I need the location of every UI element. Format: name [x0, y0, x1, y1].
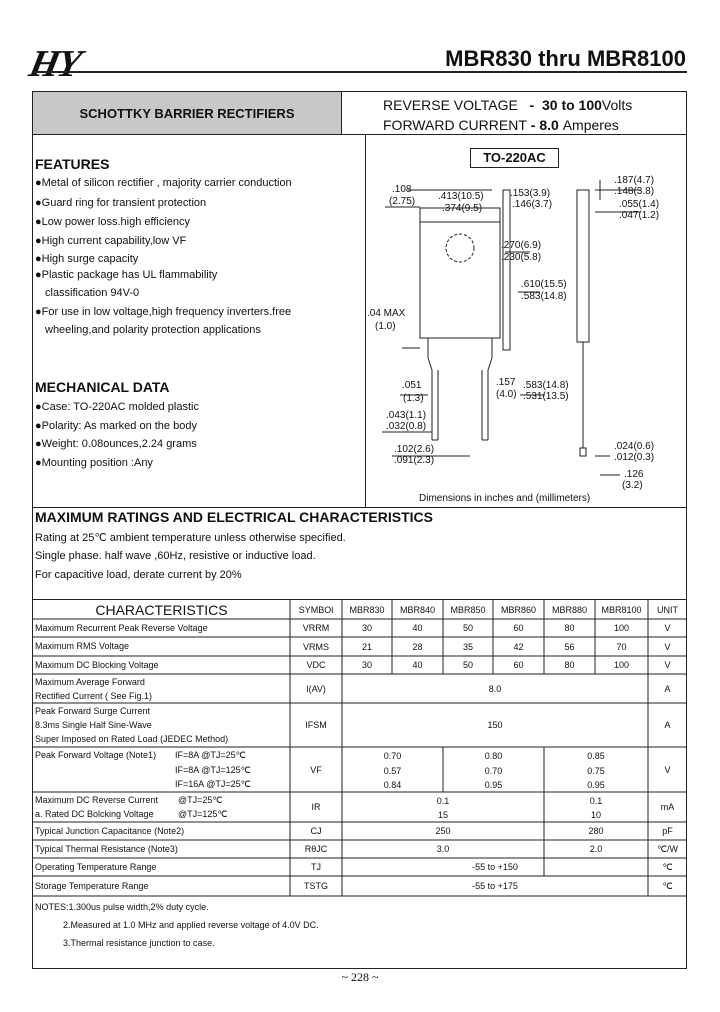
column-header: CHARACTERISTICS: [95, 602, 228, 618]
dim-label: .157: [496, 377, 516, 388]
column-header: MBR8100: [601, 605, 642, 615]
row-condition: IF=16A @TJ=25℃: [175, 779, 251, 789]
row-symbol: RθJC: [304, 844, 328, 854]
dim-label: (3.2): [622, 480, 643, 491]
table-cell: 50: [462, 660, 473, 670]
column-header: MBR880: [551, 605, 587, 615]
row-symbol: VF: [310, 764, 322, 775]
row-condition: IF=8A @TJ=25℃: [175, 750, 246, 760]
dim-label: .187(4.7): [614, 175, 655, 186]
row-label: Maximum RMS Voltage: [35, 641, 130, 651]
mechanical-heading: MECHANICAL DATA: [35, 379, 170, 395]
package-name: TO-220AC: [470, 148, 559, 168]
dim-label: .270(6.9): [501, 240, 542, 251]
footnote: 2.Measured at 1.0 MHz and applied reverse voltage of 4.0V DC.: [63, 920, 319, 930]
table-cell: 0.95: [587, 779, 605, 790]
row-symbol: VRRM: [302, 623, 330, 633]
table-cell: 3.0: [436, 844, 450, 854]
document-title: MBR830 thru MBR8100: [445, 46, 686, 71]
dim-label: .102(2.6): [394, 444, 435, 455]
table-cell: 80: [564, 660, 575, 670]
dim-label: .153(3.9): [510, 188, 551, 199]
rating-condition: Rating at 25℃ ambient temperature unless otherwise specified.: [35, 532, 346, 544]
row-label: Typical Thermal Resistance (Note3): [35, 844, 178, 854]
dim-label: .051: [402, 380, 422, 391]
table-cell: 280: [588, 826, 604, 836]
column-header: MBR850: [450, 605, 486, 615]
feature-item: ●High surge capacity: [35, 253, 139, 265]
table-cell: 42: [513, 641, 524, 652]
table-cell: 2.0: [589, 844, 603, 854]
row-label: Super Imposed on Rated Load (JEDEC Method): [35, 734, 229, 744]
table-cell: 0.85: [587, 750, 605, 761]
table-cell: 0.70: [484, 765, 503, 776]
row-label: Storage Temperature Range: [35, 881, 149, 891]
row-unit: A: [664, 720, 671, 730]
column-header: MBR840: [399, 605, 435, 615]
column-header: UNIT: [657, 605, 678, 615]
dim-label: .413(10.5): [438, 191, 484, 202]
table-cell: 40: [412, 623, 423, 633]
row-label: Maximum DC Reverse Current: [35, 795, 159, 805]
row-unit: pF: [662, 826, 673, 836]
row-unit: ℃/W: [656, 843, 679, 854]
row-condition: IF=8A @TJ=125℃: [175, 765, 251, 775]
row-symbol: TSTG: [304, 881, 328, 891]
row-symbol: VRMS: [302, 641, 329, 652]
dim-label: .047(1.2): [619, 210, 660, 221]
table-cell: 35: [462, 641, 473, 652]
feature-item: ●For use in low voltage,high frequency inverters.free: [35, 306, 292, 318]
dim-label: .583(14.8): [523, 380, 569, 391]
row-unit: V: [664, 660, 671, 670]
column-header: SYMBOl: [298, 605, 334, 615]
table-cell: 30: [361, 660, 372, 670]
feature-item: ●Low power loss.high efficiency: [35, 216, 191, 228]
feature-item: ●High current capability,low VF: [35, 235, 187, 247]
row-unit: mA: [660, 802, 675, 812]
rating-condition: Single phase. half wave ,60Hz, resistive or inductive load.: [35, 550, 316, 562]
row-symbol: CJ: [310, 826, 322, 836]
dim-label: .583(14.8): [521, 291, 567, 302]
row-symbol: I(AV): [306, 683, 326, 694]
table-cell: 21: [361, 641, 372, 652]
table-cell: 28: [412, 641, 423, 652]
row-unit: ℃: [662, 880, 673, 891]
row-label: Maximum Recurrent Peak Reverse Voltage: [35, 623, 208, 633]
dim-label: .012(0.3): [614, 452, 655, 463]
dim-label: .148(3.8): [614, 186, 655, 197]
row-symbol: IR: [311, 802, 321, 812]
forward-current-spec: FORWARD CURRENT - 8.0 Amperes: [383, 117, 619, 133]
table-cell: 56: [564, 641, 575, 652]
row-unit: ℃: [662, 861, 673, 872]
dim-label: .043(1.1): [386, 410, 427, 421]
row-symbol: TJ: [311, 862, 321, 872]
row-unit: V: [664, 623, 671, 633]
table-cell: 8.0: [488, 683, 502, 694]
row-unit: A: [664, 683, 671, 694]
table-cell: 0.80: [484, 750, 503, 761]
table-cell: 70: [616, 641, 627, 652]
mechanical-item: ●Case: TO-220AC molded plastic: [35, 401, 199, 413]
dim-label: .055(1.4): [619, 199, 660, 210]
table-cell: 0.70: [383, 750, 402, 761]
dim-label: .374(9.5): [442, 203, 483, 214]
dim-label: .126: [624, 469, 644, 480]
row-symbol: IFSM: [305, 720, 327, 730]
footnote: NOTES:1.300us pulse width,2% duty cycle.: [35, 902, 209, 912]
table-cell: 250: [435, 826, 451, 836]
mechanical-item: ●Mounting position :Any: [35, 457, 153, 469]
rating-condition: For capacitive load, derate current by 20%: [35, 569, 242, 581]
dim-label: (1.0): [375, 321, 396, 332]
dim-label: .024(0.6): [614, 441, 655, 452]
table-cell: 0.1: [436, 795, 450, 806]
table-cell: 15: [437, 809, 448, 820]
row-label: Peak Forward Surge Current: [35, 706, 151, 716]
feature-item: ●Guard ring for transient protection: [35, 197, 207, 209]
dim-label: .230(5.8): [501, 252, 542, 263]
dim-label: .032(0.8): [386, 421, 427, 432]
dim-label: .04 MAX: [367, 308, 406, 319]
table-cell: -55 to +150: [472, 862, 518, 872]
mechanical-item: ●Polarity: As marked on the body: [35, 420, 197, 432]
table-cell: 0.57: [383, 765, 402, 776]
table-cell: 10: [590, 809, 601, 820]
table-cell: 0.84: [383, 779, 402, 790]
dim-label: .146(3.7): [512, 199, 553, 210]
dim-label: .091(2.3): [394, 455, 435, 466]
table-cell: 80: [564, 623, 575, 633]
feature-item: ●Plastic package has UL flammability: [35, 269, 218, 281]
feature-item: classification 94V-0: [45, 287, 140, 299]
feature-item: wheeling,and polarity protection applications: [45, 324, 261, 336]
row-condition: @TJ=125℃: [178, 809, 228, 819]
row-label: a. Rated DC Bolcking Voltage: [35, 809, 154, 819]
table-cell: 30: [361, 623, 372, 633]
row-condition: @TJ=25℃: [178, 795, 223, 805]
table-cell: 150: [487, 720, 503, 730]
table-cell: -55 to +175: [472, 881, 518, 891]
column-header: MBR830: [349, 605, 385, 615]
table-cell: 60: [513, 660, 524, 670]
table-cell: 40: [412, 660, 423, 670]
footnote: 3.Thermal resistance junction to case.: [63, 938, 215, 948]
table-cell: 60: [513, 623, 524, 633]
table-cell: 100: [613, 660, 630, 670]
dimensions-caption: Dimensions in inches and (millimeters): [419, 493, 591, 504]
row-label: Peak Forward Voltage (Note1): [35, 750, 157, 760]
table-cell: 100: [613, 623, 630, 633]
row-label: Maximum Average Forward: [35, 677, 145, 687]
dim-label: .531(13.5): [523, 391, 569, 402]
dim-label: .108: [392, 184, 412, 195]
row-symbol: VDC: [306, 660, 326, 670]
row-unit: V: [664, 764, 671, 775]
row-unit: V: [664, 641, 671, 652]
dim-label: (1.3): [403, 393, 424, 404]
company-logo: HY: [25, 43, 84, 85]
dim-label: (2.75): [389, 196, 416, 207]
reverse-voltage-spec: REVERSE VOLTAGE - 30 to 100Volts: [383, 97, 633, 113]
row-label: 8.3ms Single Half Sine-Wave: [35, 720, 152, 730]
ratings-heading: MAXIMUM RATINGS AND ELECTRICAL CHARACTERISTICS: [35, 509, 433, 525]
mechanical-item: ●Weight: 0.08ounces,2.24 grams: [35, 438, 197, 450]
dim-label: (4.0): [496, 389, 517, 400]
product-type: SCHOTTKY BARRIER RECTIFIERS: [79, 105, 295, 121]
row-label: Operating Temperature Range: [35, 862, 157, 872]
row-label: Rectified Current ( See Fig.1): [35, 691, 153, 701]
row-label: Typical Junction Capacitance (Note2): [35, 826, 185, 836]
column-header: MBR860: [500, 605, 536, 615]
feature-item: ●Metal of silicon rectifier , majority carrier conduction: [35, 177, 292, 189]
row-label: Maximum DC Blocking Voltage: [35, 660, 159, 670]
table-cell: 50: [462, 623, 473, 633]
features-heading: FEATURES: [35, 156, 110, 172]
table-cell: 0.1: [589, 795, 603, 806]
dim-label: .610(15.5): [521, 279, 567, 290]
table-cell: 0.95: [484, 779, 503, 790]
page-number: ~ 228 ~: [341, 970, 379, 984]
table-cell: 0.75: [587, 765, 605, 776]
